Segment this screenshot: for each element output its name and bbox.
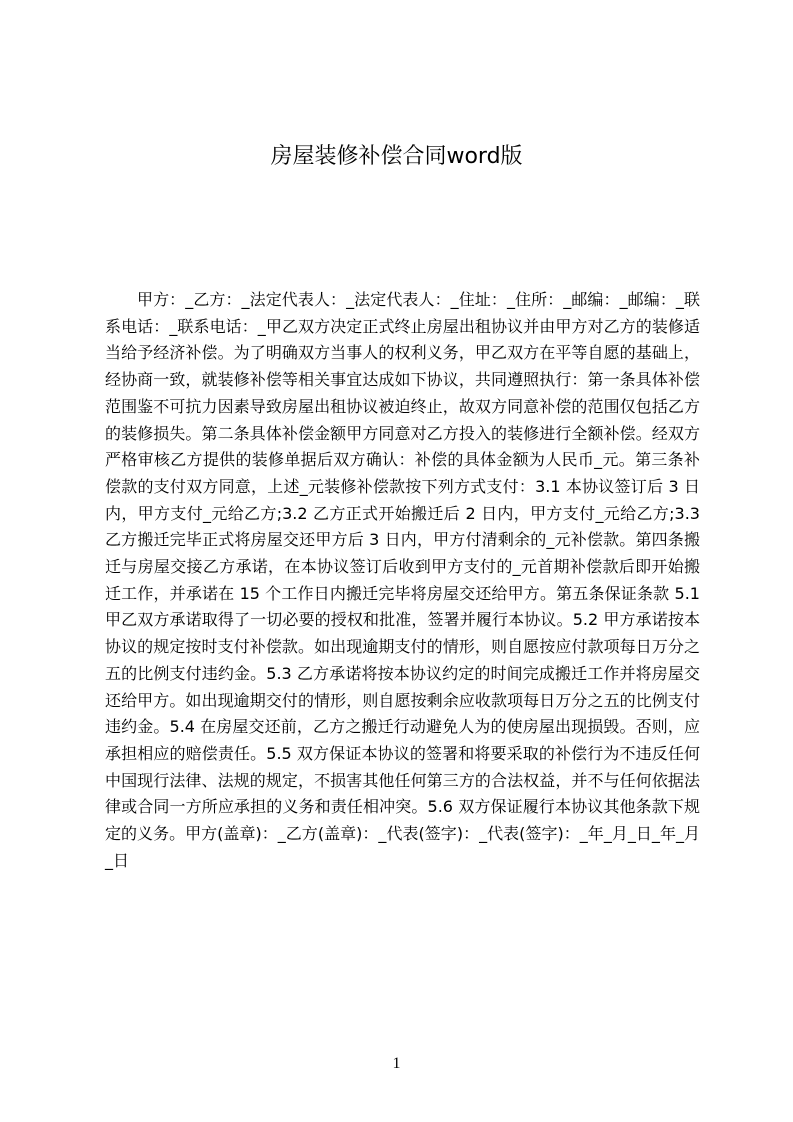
document-body-paragraph: 甲方：_乙方：_法定代表人：_法定代表人：_住址：_住所：_邮编：_邮编：_联系电话：_联系电话：_甲乙双方决定正式终止房屋出租协议并由甲方对乙方的装修适当给予经济补偿。为了明确双方当事人的权利义务，甲乙双方在平等自愿的基础上，经协商一致，就装修补偿等相关事宜达成如下协议，共同遵照执行：第一条具体补偿范围鉴不可抗力因素导致房屋出租协议被迫终止，故双方同意补偿的范围仅包括乙方的装修损失。第二条具体补偿金额甲方同意对乙方投入的装修进行全额补偿。经双方严格审核乙方提供的装修单据后双方确认：补偿的具体金额为人民币_元。第三条补偿款的支付双方同意，上述_元装修补偿款按下列方式支付：3.1 本协议签订后 3 日内，甲方支付_元给乙方;3.2 乙方正式开始搬迁后 2 日内，甲方支付_元给乙方;3.3 乙方搬迁完毕正式将房屋交还甲方后 3 日内，甲方付清剩余的_元补偿款。第四条搬迁与房屋交接乙方承诺，在本协议签订后收到甲方支付的_元首期补偿款后即开始搬迁工作，并承诺在 15 个工作日内搬迁完毕将房屋交还给甲方。第五条保证条款 5.1 甲乙双方承诺取得了一切必要的授权和批准，签署并履行本协议。5.2 甲方承诺按本协议的规定按时支付补偿款。如出现逾期支付的情形，则自愿按应付款项每日万分之五的比例支付违约金。5.3 乙方承诺将按本协议约定的时间完成搬迁工作并将房屋交还给甲方。如出现逾期交付的情形，则自愿按剩余应收款项每日万分之五的比例支付违约金。5.4 在房屋交还前，乙方之搬迁行动避免人为的使房屋出现损毁。否则，应承担相应的赔偿责任。5.5 双方保证本协议的签署和将要采取的补偿行为不违反任何中国现行法律、法规的规定，不损害其他任何第三方的合法权益，并不与任何依据法律或合同一方所应承担的义务和责任相冲突。5.6 双方保证履行本协议其他条款下规定的义务。甲方(盖章)：_乙方(盖章)：_代表(签字)：_代表(签字)：_年_月_日_年_月_日 <box>105 290 700 870</box>
document-title: 房屋装修补偿合同word版 <box>270 144 523 169</box>
page-number: 1 <box>392 1055 401 1072</box>
